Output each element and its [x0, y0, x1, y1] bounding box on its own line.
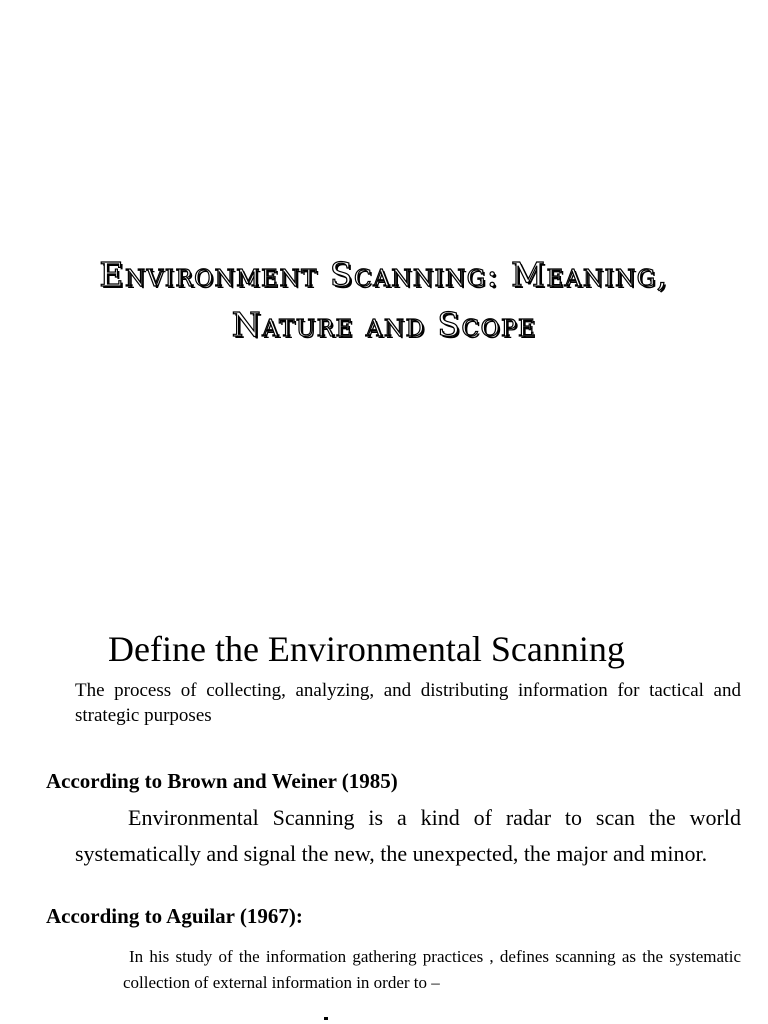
- section-heading: Define the Environmental Scanning: [108, 629, 625, 669]
- quote-body-aguilar: In his study of the information gathering practices , defines scanning as the systematic collection of external information in order to –: [123, 947, 741, 992]
- quote-heading-brown-weiner: According to Brown and Weiner (1985): [46, 769, 398, 793]
- document-title: [0, 250, 768, 350]
- definition-text: The process of collecting, analyzing, and distributing information for tactical and strategic purposes: [75, 680, 741, 726]
- title-line-2: Nature and Scope: [231, 305, 537, 344]
- quote-body-brown-weiner: Environmental Scanning is a kind of radar to scan the world systematically and signal the new, the unexpected, the major and minor.: [75, 805, 741, 866]
- title-line-1: Environment Scanning: Meaning,: [99, 255, 669, 294]
- quote-heading-aguilar: According to Aguilar (1967):: [46, 904, 303, 928]
- page-mark: [324, 1017, 328, 1020]
